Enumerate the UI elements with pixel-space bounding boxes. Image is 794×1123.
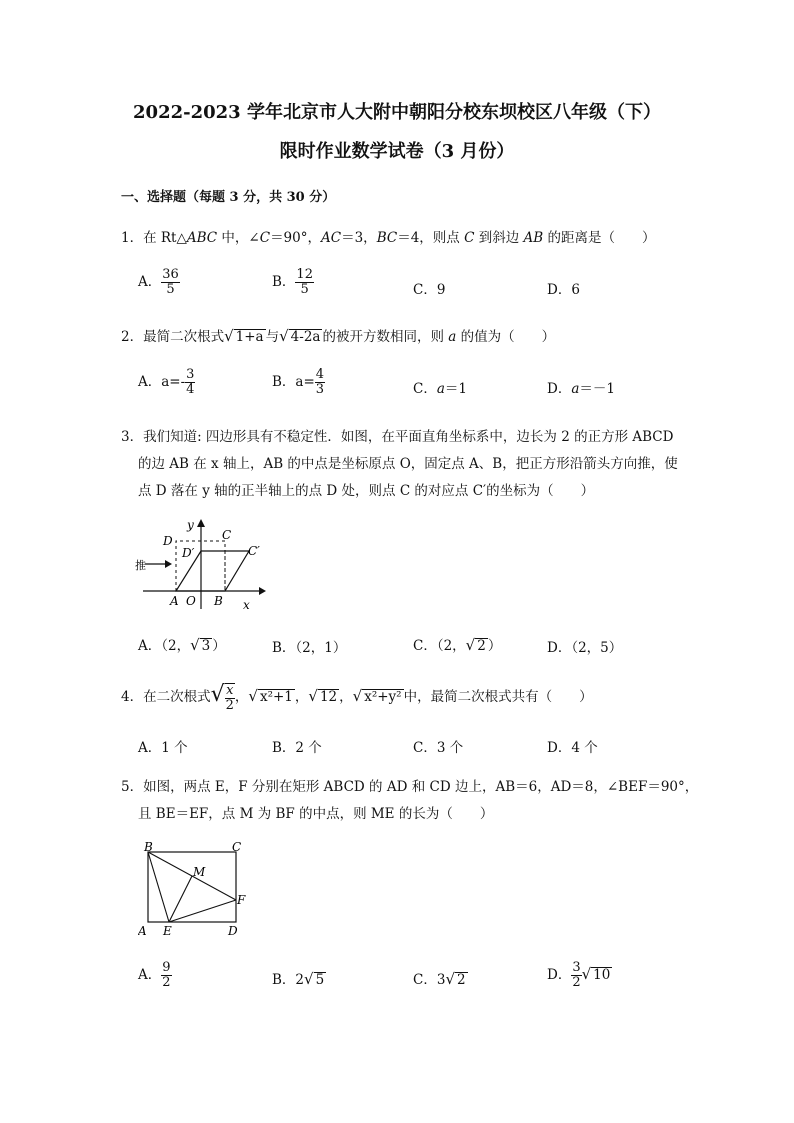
y-axis-arrow-icon xyxy=(197,519,205,527)
label-D: D xyxy=(228,924,238,938)
q2-option-c[interactable]: C．a＝1 xyxy=(413,381,467,397)
question-5-line-2: 且 BE＝EF，点 M 为 BF 的中点，则 ME 的长为（ ） xyxy=(138,806,494,822)
q3-option-d[interactable]: D．（2，5） xyxy=(547,640,623,656)
label-D: D xyxy=(163,534,173,548)
label-x: x xyxy=(243,598,250,612)
question-1-stem: 1．在 Rt△ABC 中，∠C＝90°，AC＝3，BC＝4，则点 C 到斜边 AB 的距离是（ ） xyxy=(121,230,656,246)
q4-option-b[interactable]: B．2 个 xyxy=(272,740,322,756)
q3-option-c[interactable]: C．（2，√ 2 ） xyxy=(413,636,502,654)
label-A: A xyxy=(170,594,179,608)
q1-option-c[interactable]: C．9 xyxy=(413,282,446,298)
q3-option-a[interactable]: A．（2，√ 3 ） xyxy=(138,636,226,654)
q5-option-b[interactable]: B．2√ 5 xyxy=(272,970,325,988)
q1-option-b[interactable]: B． $\frac{12}{5}$ xyxy=(272,267,313,297)
q1-option-a[interactable]: A． $\frac{36}{5}$ xyxy=(138,267,179,297)
label-B: B xyxy=(144,840,153,854)
x-axis-arrow-icon xyxy=(259,587,266,595)
question-2-stem: 2．最简二次根式√ 1+a 与√ 4-2a 的被开方数相同，则 a 的值为（ ） xyxy=(121,327,556,345)
label-y: y xyxy=(187,518,194,532)
q5-option-a[interactable]: A． $\frac{9}{2}$ xyxy=(138,960,171,990)
q3-option-b[interactable]: B．（2，1） xyxy=(272,640,347,656)
question-5-line-1: 5．如图，两点 E，F 分别在矩形 ABCD 的 AD 和 CD 边上，AB＝6，AD＝8，∠BEF＝90°， xyxy=(121,779,699,795)
q2-option-a[interactable]: A．a=- $\frac{3}{4}$ xyxy=(138,367,195,397)
page-subtitle: 限时作业数学试卷（3 月份） xyxy=(279,141,515,162)
question-4-stem: 4．在二次根式√ $\frac{x}{2}$ ，√ x²+1 ，√ 12 ，√ x²+y² 中，最简二次根式共有（ ） xyxy=(121,682,593,713)
label-M: M xyxy=(193,865,206,879)
label-A: A xyxy=(138,924,147,938)
label-C: C xyxy=(232,840,242,854)
q4-option-a[interactable]: A．1 个 xyxy=(138,740,188,756)
label-F: F xyxy=(237,893,246,907)
label-C: C xyxy=(222,528,232,542)
page-title: 2022-2023 学年北京市人大附中朝阳分校东坝校区八年级（下） xyxy=(133,102,661,123)
q2-option-b[interactable]: B．a= $\frac{4}{3}$ xyxy=(272,367,325,397)
q3-figure xyxy=(135,515,270,615)
segment-EF xyxy=(169,900,236,922)
label-O: O xyxy=(186,594,196,608)
q2-option-d[interactable]: D．a＝－1 xyxy=(547,381,615,397)
q5-option-c[interactable]: C．3√ 2 xyxy=(413,970,466,988)
section-heading: 一、选择题（每题 3 分，共 30 分） xyxy=(121,190,336,205)
label-D-prime: D′ xyxy=(182,546,195,560)
label-C-prime: C′ xyxy=(248,544,260,558)
question-3-line-1: 3．我们知道: 四边形具有不稳定性．如图，在平面直角坐标系中，边长为 2 的正方形 ABCD xyxy=(121,429,674,445)
q5-option-d[interactable]: D． $\frac{3}{2}$ √ 10 xyxy=(547,960,611,990)
question-3-line-3: 点 D 落在 y 轴的正半轴上的点 D 处，则点 C 的对应点 C′的坐标为（ ） xyxy=(138,483,595,499)
rectangle-ABCD xyxy=(148,852,236,922)
q4-option-c[interactable]: C．3 个 xyxy=(413,740,464,756)
label-B: B xyxy=(214,594,223,608)
label-push: 推 xyxy=(135,559,146,572)
q1-option-d[interactable]: D．6 xyxy=(547,282,580,298)
segment-BE xyxy=(148,852,169,922)
q5-figure xyxy=(138,840,253,938)
q4-option-d[interactable]: D．4 个 xyxy=(547,740,598,756)
label-E: E xyxy=(163,924,172,938)
question-3-line-2: 的边 AB 在 x 轴上，AB 的中点是坐标原点 O，固定点 A、B，把正方形沿箭头方向推，使 xyxy=(138,456,678,472)
